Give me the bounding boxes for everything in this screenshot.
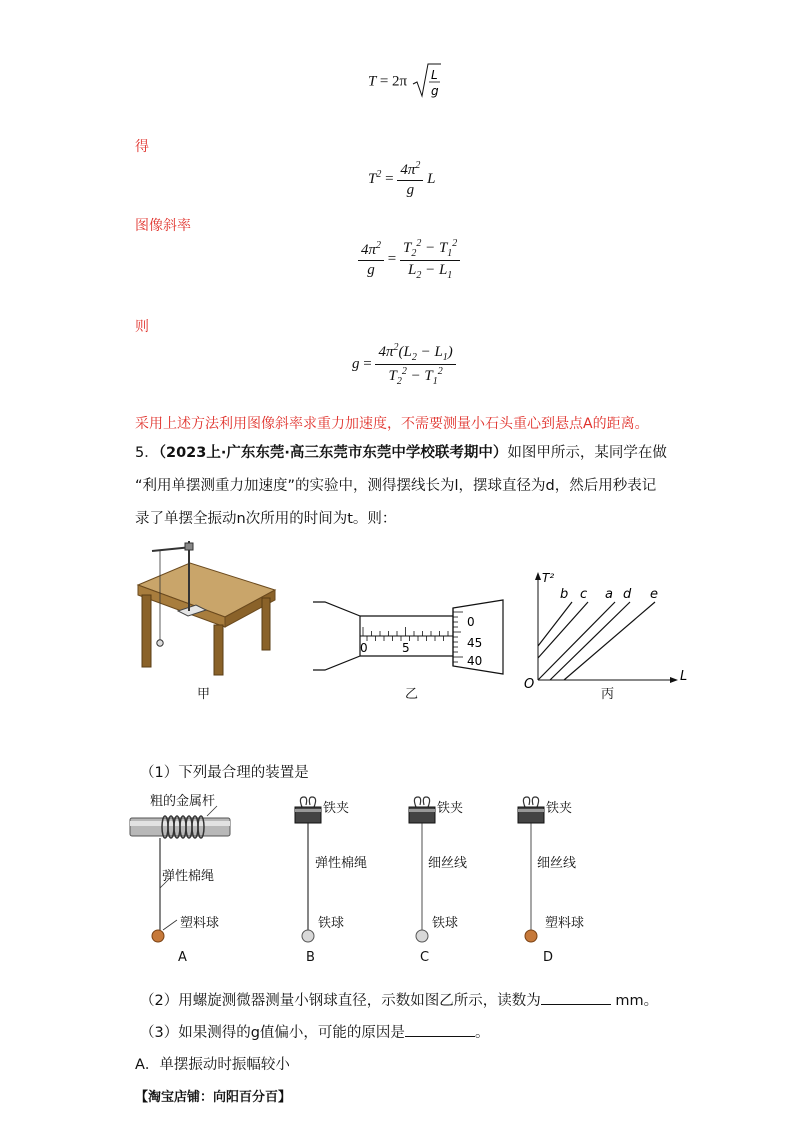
sub3-end: 。 [474, 1025, 490, 1041]
choice-a[interactable]: A．单摆振动时振幅较小 [135, 1057, 290, 1073]
figure-bing-label: 丙 [601, 687, 615, 702]
formula-period-squared: $T^2$ = $\frac{4\pi^2}{g}$ L [368, 160, 436, 198]
thimble-45: 45 [467, 636, 483, 650]
solution-slope-label: 图像斜率 [135, 218, 191, 234]
origin-label: O [524, 677, 535, 688]
sub2-unit: mm。 [615, 993, 659, 1009]
option-d-letter[interactable]: D [543, 950, 554, 965]
option-a-letter[interactable]: A [178, 950, 187, 965]
sub2-answer-blank[interactable] [541, 990, 611, 1005]
label-a: a [605, 587, 613, 602]
sub1-prompt: （1）下列最合理的装置是 [140, 765, 309, 781]
option-b-top: 铁夹 [323, 801, 350, 816]
question-line1-tail: 如图甲所示，某同学在做 [507, 445, 667, 461]
option-d-string: 细丝线 [537, 856, 577, 871]
option-b-string: 弹性棉绳 [315, 856, 368, 871]
solution-de: 得 [135, 139, 149, 155]
x-axis-arrow [670, 677, 678, 683]
svg-text:g: g [430, 84, 439, 98]
micrometer-main-0: 0 [360, 641, 368, 655]
option-d-ball: 塑料球 [545, 916, 585, 931]
question-line3: 录了单摆全振动n次所用的时间为t。则： [135, 511, 397, 527]
question-stem [135, 437, 695, 536]
svg-text:L: L [430, 68, 438, 82]
solution-ze: 则 [135, 319, 149, 335]
question-number: 5． [135, 445, 159, 461]
option-c-ball: 铁球 [432, 916, 459, 931]
figure-bing-graph [520, 568, 695, 688]
y-axis-arrow [535, 572, 541, 580]
label-c: c [580, 587, 588, 602]
question-line2: “利用单摆测重力加速度”的实验中，测得摆线长为l，摆球直径为d，然后用秒表记 [135, 478, 657, 494]
sub2-line [140, 985, 658, 1018]
label-d: d [623, 587, 632, 602]
option-a-ball: 塑料球 [180, 916, 220, 931]
figure-yi-label: 乙 [405, 687, 419, 702]
option-a-string: 弹性棉绳 [162, 869, 215, 884]
line-a [538, 602, 615, 680]
option-c-top: 铁夹 [437, 801, 464, 816]
option-c-letter[interactable]: C [420, 950, 430, 965]
figure-jia-table-pendulum [130, 535, 280, 680]
sqrt-symbol [411, 62, 441, 102]
option-a-top: 粗的金属杆 [150, 794, 216, 809]
figure-yi-micrometer [305, 590, 505, 685]
thimble-40: 40 [467, 654, 483, 668]
formula-g: g = $\frac{4\pi^2(L_2 - L_1)}{T_2^2 - T_1^2}$ [352, 342, 456, 387]
label-e: e [650, 587, 658, 602]
line-d [550, 602, 630, 680]
formula-slope: $\frac{4\pi^2}{g}$ = $\frac{T_2^2 - T_1^2}{L_2 - L_1}$ [358, 238, 460, 281]
thimble-0: 0 [467, 615, 475, 629]
footer-shop: 【淘宝店铺：向阳百分百】 [135, 1090, 292, 1105]
y-axis-label: T² [542, 571, 555, 585]
option-b-letter[interactable]: B [306, 950, 315, 965]
option-d-top: 铁夹 [546, 801, 573, 816]
label-b: b [560, 587, 569, 602]
micrometer-main-5: 5 [402, 641, 410, 655]
formula-period: T = 2π L g [368, 62, 441, 102]
x-axis-label: L [680, 669, 688, 684]
sub3-prompt: （3）如果测得的g值偏小，可能的原因是 [140, 1025, 405, 1041]
question-source: （2023上·广东东莞·高三东莞市东莞中学校联考期中） [158, 445, 508, 461]
sub3-answer-blank[interactable] [405, 1022, 475, 1037]
solution-conclusion: 采用上述方法利用图像斜率求重力加速度，不需要测量小石头重心到悬点A的距离。 [135, 416, 649, 432]
figure-jia-label: 甲 [197, 687, 211, 702]
sub3-line [140, 1017, 489, 1050]
sub2-prompt: （2）用螺旋测微器测量小钢球直径，示数如图乙所示，读数为 [140, 993, 541, 1009]
option-b-ball: 铁球 [318, 916, 345, 931]
option-c-string: 细丝线 [428, 856, 468, 871]
